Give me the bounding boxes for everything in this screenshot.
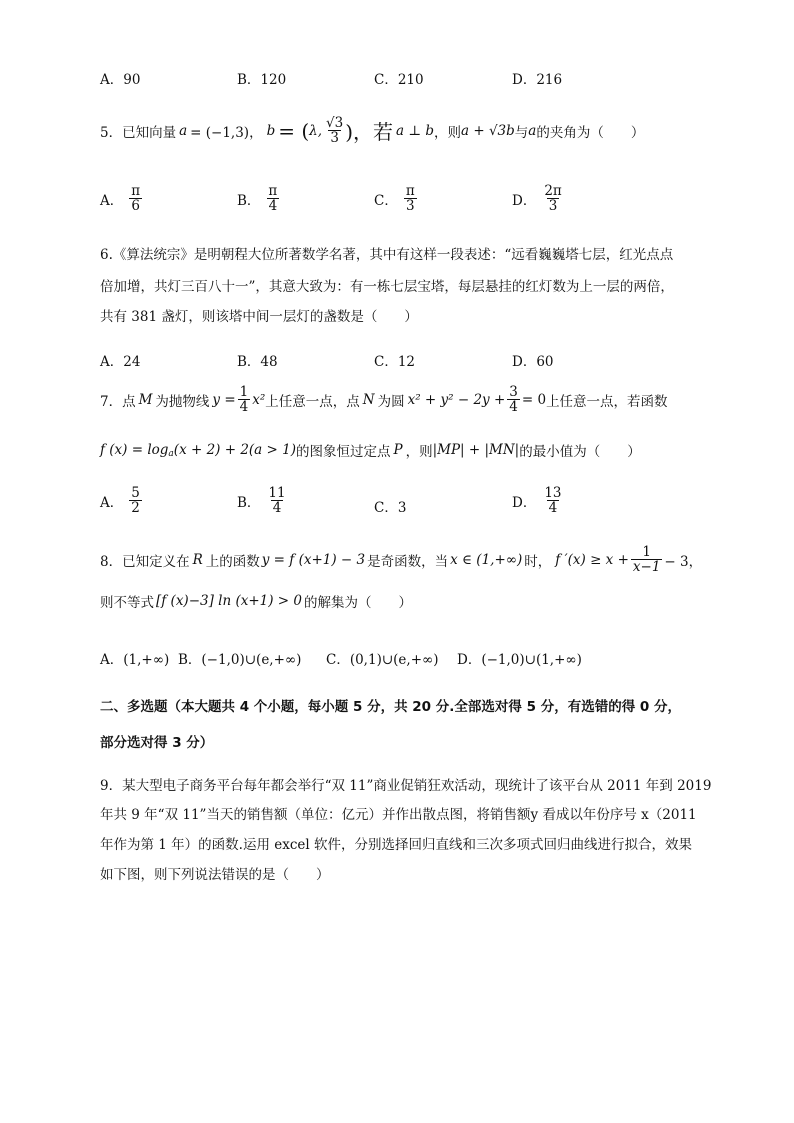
q7-line-1 [100,385,668,414]
q7-circle-tail: = 0 [521,391,547,408]
option-den: 4 [548,500,558,517]
option-label: A． [100,192,124,209]
q5-vec-b-close: )，若 [345,120,394,145]
q5-vec-a-value: = (−1,3)， [190,124,263,141]
q5-option-c [374,184,417,213]
q5-stem [100,116,644,145]
q8-text: 则不等式 [100,595,154,611]
option-num: 5 [131,485,140,501]
q5-prefix: 5．已知向量 [100,124,177,141]
q8-text: 上的函数 [205,553,260,570]
q8-text: 时， [524,553,552,570]
q7-text: 为圆 [377,393,405,410]
option-den: 4 [268,198,278,215]
q6-option-b: B．48 [237,354,278,370]
option-num: π [131,183,141,199]
option-label: D． [512,494,537,511]
q8-text: 是奇函数，当 [367,553,449,570]
q7-text: 为抛物线 [155,393,210,410]
q7-point-p: P [393,442,403,458]
option-den: 6 [131,198,140,215]
q6-option-a: A．24 [100,354,141,370]
q7-option-d [512,486,564,515]
q5-vec-a2: a [528,122,537,139]
q8-inequality: [f (x)−3] ln (x+1) > 0 [156,593,302,609]
q6-option-c: C．12 [374,354,416,370]
q5-vec-a: a [179,122,188,139]
q5-frac-den: 3 [330,130,339,147]
section-2-line-1: 二、多选题（本大题共 4 个小题，每小题 5 分，共 20 分.全部选对得 5 分，有选错的得 0 分， [100,699,681,715]
q7-abs-expr: |MP| + |MN| [432,442,520,458]
q9-line-1: 9．某大型电子商务平台每年都会举行“双 11”商业促销狂欢活动，现统计了该平台从 2011 年到 2019 [100,778,712,794]
q6-line-1: 6.《算法统宗》是明朝程大位所著数学名著，其中有这样一段表述：“远看巍巍塔七层，红光点点 [100,247,674,263]
q9-line-3: 年作为第 1 年）的函数.运用 excel 软件，分别选择回归直线和三次多项式回归曲线进行拟合，效果 [100,837,693,853]
q8-derivative: f ′(x) ≥ x + [555,551,629,568]
q7-text: 的最小值为（ ） [519,444,641,460]
q7-text: 7．点 [100,393,136,410]
q7-log-base: a [168,449,174,459]
q8-option-b: B．(−1,0)∪(e,+∞) [178,652,302,668]
q8-frac-num: 1 [642,544,651,560]
q7-func: f (x) = log [100,442,169,458]
q7-option-a [100,486,142,515]
option-den: 3 [548,198,558,215]
q7-func-rest: (x + 2) + 2(a > 1) [173,442,296,458]
option-num: 13 [544,485,562,501]
q5-then: ，则 [434,124,461,141]
q8-option-d: D．(−1,0)∪(1,+∞) [457,652,582,668]
q8-text: 8．已知定义在 [100,553,190,570]
q7-circle-frac-den: 4 [509,399,518,416]
q5-vec-b-open: = ( [278,118,310,143]
q7-text: 上任意一点，点 [265,393,360,410]
option-num: 2π [544,183,562,199]
option-den: 4 [272,500,282,517]
q8-text: 的解集为（ ） [304,595,412,611]
q7-point-n: N [362,391,375,408]
q7-text: ，则 [405,444,433,460]
q7-point-m: M [138,391,153,408]
q7-text: 上任意一点，若函数 [546,393,668,410]
option-num: π [405,183,415,199]
q9-line-2: 年共 9 年“双 11”当天的销售额（单位：亿元）并作出散点图，将销售额y 看成以年份序号 x（2011 [100,807,697,823]
q7-line-2 [100,440,641,460]
option-label: D． [512,192,537,209]
q9-line-4: 如下图，则下列说法错误的是（ ） [100,867,330,883]
q5-expr: a + √3b [461,122,515,139]
q4-option-b: B．120 [237,72,287,88]
q5-vec-b: b [266,122,276,139]
option-label: C． [374,192,398,209]
q7-parabola-lhs: y = [212,391,236,408]
q5-perp: a ⊥ b [396,122,434,139]
q4-option-c: C．210 [374,72,424,88]
q5-option-b [237,184,279,213]
q7-x-squared: x² [252,391,266,408]
q8-frac-den: x−1 [632,559,661,576]
q4-option-d: D．216 [512,72,563,88]
q7-frac-den: 4 [239,399,249,416]
q5-with: 与 [514,124,529,141]
option-label: B． [237,192,261,209]
q5-option-a [100,184,142,213]
option-num: 11 [268,485,286,501]
option-den: 3 [405,198,415,215]
q5-tail: 的夹角为（ ） [536,124,645,141]
q5-frac-num: √3 [326,115,344,131]
section-2-line-2: 部分选对得 3 分） [100,735,214,751]
option-num: π [268,183,278,199]
q8-line-1 [100,545,702,574]
q7-frac-num: 1 [239,384,249,400]
q8-func: y = f (x+1) − 3 [261,551,366,568]
q5-lambda: λ, [309,122,323,139]
q8-derivative-tail: − 3， [664,553,703,570]
q4-option-a: A．90 [100,72,141,88]
q7-text: 的图象恒过定点 [295,444,391,460]
q8-option-a: A．(1,+∞) [100,652,170,668]
option-den: 2 [131,500,140,517]
q8-condition: x ∈ (1,+∞) [450,551,523,568]
q8-option-c: C．(0,1)∪(e,+∞) [326,652,439,668]
q6-line-2: 倍加增，共灯三百八十一”，其意大致为：有一栋七层宝塔，每层悬挂的红灯数为上一层的两倍， [100,279,674,295]
option-label: B． [237,494,261,511]
q5-option-d [512,184,564,213]
q6-option-d: D．60 [512,354,554,370]
q6-line-3: 共有 381 盏灯，则该塔中间一层灯的盏数是（ ） [100,309,418,325]
q8-set-r: R [192,551,203,568]
q7-option-c [374,496,406,516]
q7-circle-frac-num: 3 [509,384,518,400]
q7-circle-eq: x² + y² − 2y + [407,391,506,408]
q5-sqrt3-over-3 [324,116,345,145]
q8-line-2 [100,591,412,611]
q7-option-b [237,486,288,515]
option-label: C．3 [374,500,407,516]
option-label: A． [100,494,124,511]
